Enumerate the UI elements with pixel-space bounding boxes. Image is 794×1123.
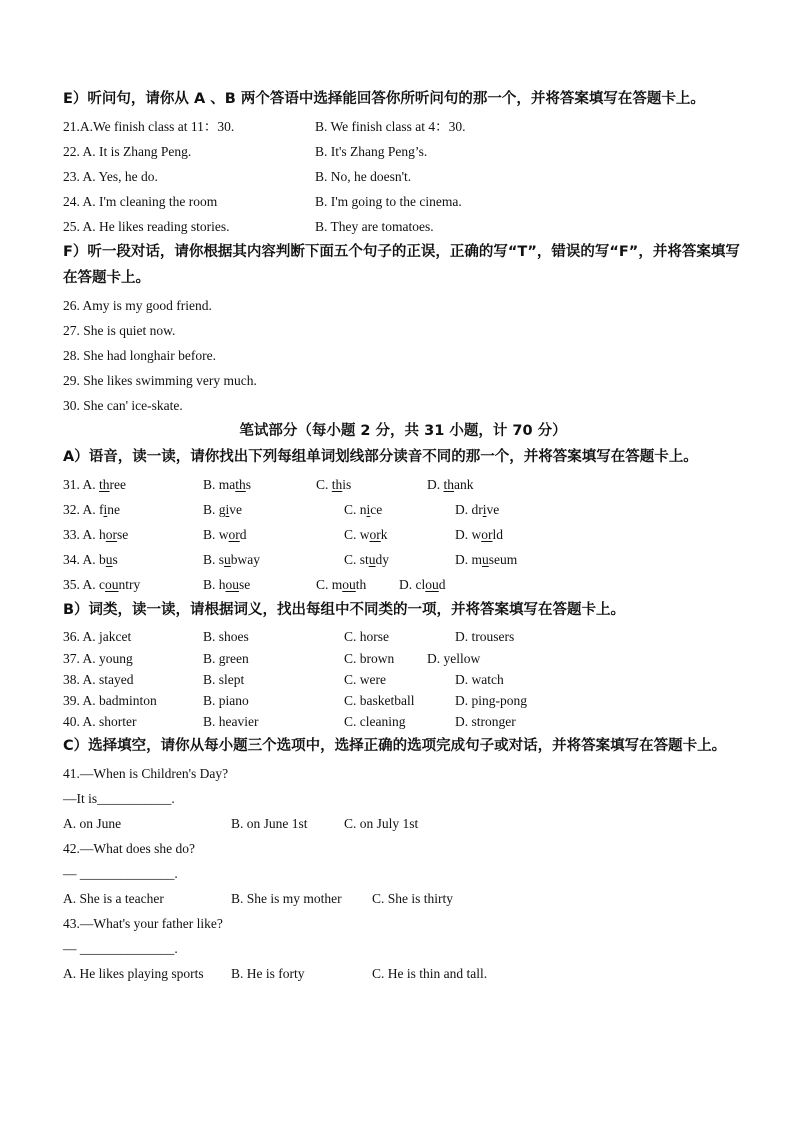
written-part-title: 笔试部分（每小题 2 分，共 31 小题，计 70 分） bbox=[239, 423, 567, 439]
question-row: 31. A. three B. maths C. this D. thank bbox=[63, 477, 474, 492]
question-row: 32. A. fine B. give C. nice D. drive bbox=[63, 502, 500, 517]
question-text: 42.—What does she do? bbox=[63, 841, 195, 856]
underlined-letters: or bbox=[369, 527, 381, 542]
underlined-letters: i bbox=[366, 502, 371, 517]
question-row: 35. A. country B. house C. mouth D. cloud bbox=[63, 577, 446, 592]
option-b: B. They are tomatoes. bbox=[315, 219, 434, 234]
options-row: A. She is a teacher B. She is my mother C. She is thirty bbox=[63, 891, 454, 906]
underlined-letters: th bbox=[235, 477, 246, 492]
underlined-letters: or bbox=[105, 527, 118, 542]
question-row bbox=[63, 139, 743, 164]
statement: 28. She had longhair before. bbox=[63, 348, 216, 363]
answer-blank: —It is___________. bbox=[63, 791, 175, 806]
section-f-items bbox=[63, 293, 743, 418]
underlined-letters: u bbox=[368, 552, 376, 567]
underlined-letters: or bbox=[481, 527, 493, 542]
underlined-letters: or bbox=[228, 527, 240, 542]
section-c-title: C）选择填空，请你从每小题三个选项中，选择正确的选项完成句子或对话，并将答案填写在答题卡上。 bbox=[63, 738, 727, 754]
question-text: 43.—What's your father like? bbox=[63, 916, 223, 931]
underlined-letters: i bbox=[225, 502, 230, 517]
option-a: 21.A.We finish class at 11：30. bbox=[63, 119, 235, 134]
underlined-letters: i bbox=[482, 502, 487, 517]
question-row: 38. A. stayed B. slept C. were D. watch bbox=[63, 672, 504, 687]
underlined-letters: ou bbox=[105, 577, 119, 592]
question-row: 33. A. horse B. word C. work D. world bbox=[63, 527, 504, 542]
option-b: B. No, he doesn't. bbox=[315, 169, 412, 184]
underlined-letters: u bbox=[105, 552, 113, 567]
answer-blank: — ______________. bbox=[63, 866, 178, 881]
section-a-title: A）语音，读一读，请你找出下列每组单词划线部分读音不同的那一个，并将答案填写在答题卡上。 bbox=[63, 449, 698, 465]
underlined-letters: ou bbox=[225, 577, 240, 592]
question-text: 41.—When is Children's Day? bbox=[63, 766, 229, 781]
section-a-items bbox=[63, 472, 743, 597]
section-b-items bbox=[63, 625, 743, 732]
statement: 27. She is quiet now. bbox=[63, 323, 176, 338]
section-e-title: E）听问句，请你从 A 、B 两个答语中选择能回答你所听问句的那一个，并将答案填写在答题卡上。 bbox=[63, 91, 705, 107]
question-number: 31. A. bbox=[63, 477, 96, 492]
option-a: 25. A. He likes reading stories. bbox=[63, 219, 230, 234]
underlined-letters: u bbox=[482, 552, 489, 567]
question-row bbox=[63, 214, 743, 239]
question-row bbox=[63, 189, 743, 214]
options-row: A. He likes playing sports B. He is forty C. He is thin and tall. bbox=[63, 966, 488, 981]
section-b-title: B）词类，读一读，请根据词义，找出每组中不同类的一项，并将答案填写在答题卡上。 bbox=[63, 602, 626, 618]
option-a: 22. A. It is Zhang Peng. bbox=[63, 144, 192, 159]
option-a: 24. A. I'm cleaning the room bbox=[63, 194, 218, 209]
option-a: 23. A. Yes, he do. bbox=[63, 169, 158, 184]
statement: 30. She can' ice-skate. bbox=[63, 398, 183, 413]
question-row: 37. A. young B. green C. brown D. yellow bbox=[63, 651, 481, 666]
underlined-letters: u bbox=[224, 552, 231, 567]
underlined-letters: ou bbox=[342, 577, 356, 592]
question-row bbox=[63, 164, 743, 189]
statement: 26. Amy is my good friend. bbox=[63, 298, 212, 313]
question-number: 34. A. bbox=[63, 552, 96, 567]
option-b: B. It's Zhang Peng’s. bbox=[315, 144, 428, 159]
option-b: B. I'm going to the cinema. bbox=[315, 194, 462, 209]
underlined-letters: th bbox=[99, 477, 110, 492]
section-e-items bbox=[63, 114, 743, 239]
section-f-title: F）听一段对话，请你根据其内容判断下面五个句子的正误，正确的写“T”，错误的写“F”，并将答案填写在答题卡上。 bbox=[63, 244, 740, 286]
underlined-letters: th bbox=[443, 477, 455, 492]
answer-blank: — ______________. bbox=[63, 941, 178, 956]
statement: 29. She likes swimming very much. bbox=[63, 373, 257, 388]
underlined-letters: ou bbox=[425, 577, 439, 592]
question-number: 35. A. bbox=[63, 577, 96, 592]
question-row: 39. A. badminton B. piano C. basketball D. ping-pong bbox=[63, 693, 527, 708]
question-row bbox=[63, 114, 743, 139]
question-row: 40. A. shorter B. heavier C. cleaning D. stronger bbox=[63, 714, 516, 729]
question-row: 36. A. jakcet B. shoes C. horse D. trousers bbox=[63, 629, 515, 644]
question-number: 33. A. bbox=[63, 527, 96, 542]
question-number: 32. A. bbox=[63, 502, 96, 517]
question-row: 34. A. bus B. subway C. study D. museum bbox=[63, 552, 518, 567]
section-c-items bbox=[63, 761, 743, 986]
underlined-letters: th bbox=[331, 477, 343, 492]
underlined-letters: i bbox=[103, 502, 108, 517]
options-row: A. on June B. on June 1st C. on July 1st bbox=[63, 816, 419, 831]
option-b: B. We finish class at 4：30. bbox=[315, 119, 466, 134]
exam-page bbox=[63, 86, 743, 986]
